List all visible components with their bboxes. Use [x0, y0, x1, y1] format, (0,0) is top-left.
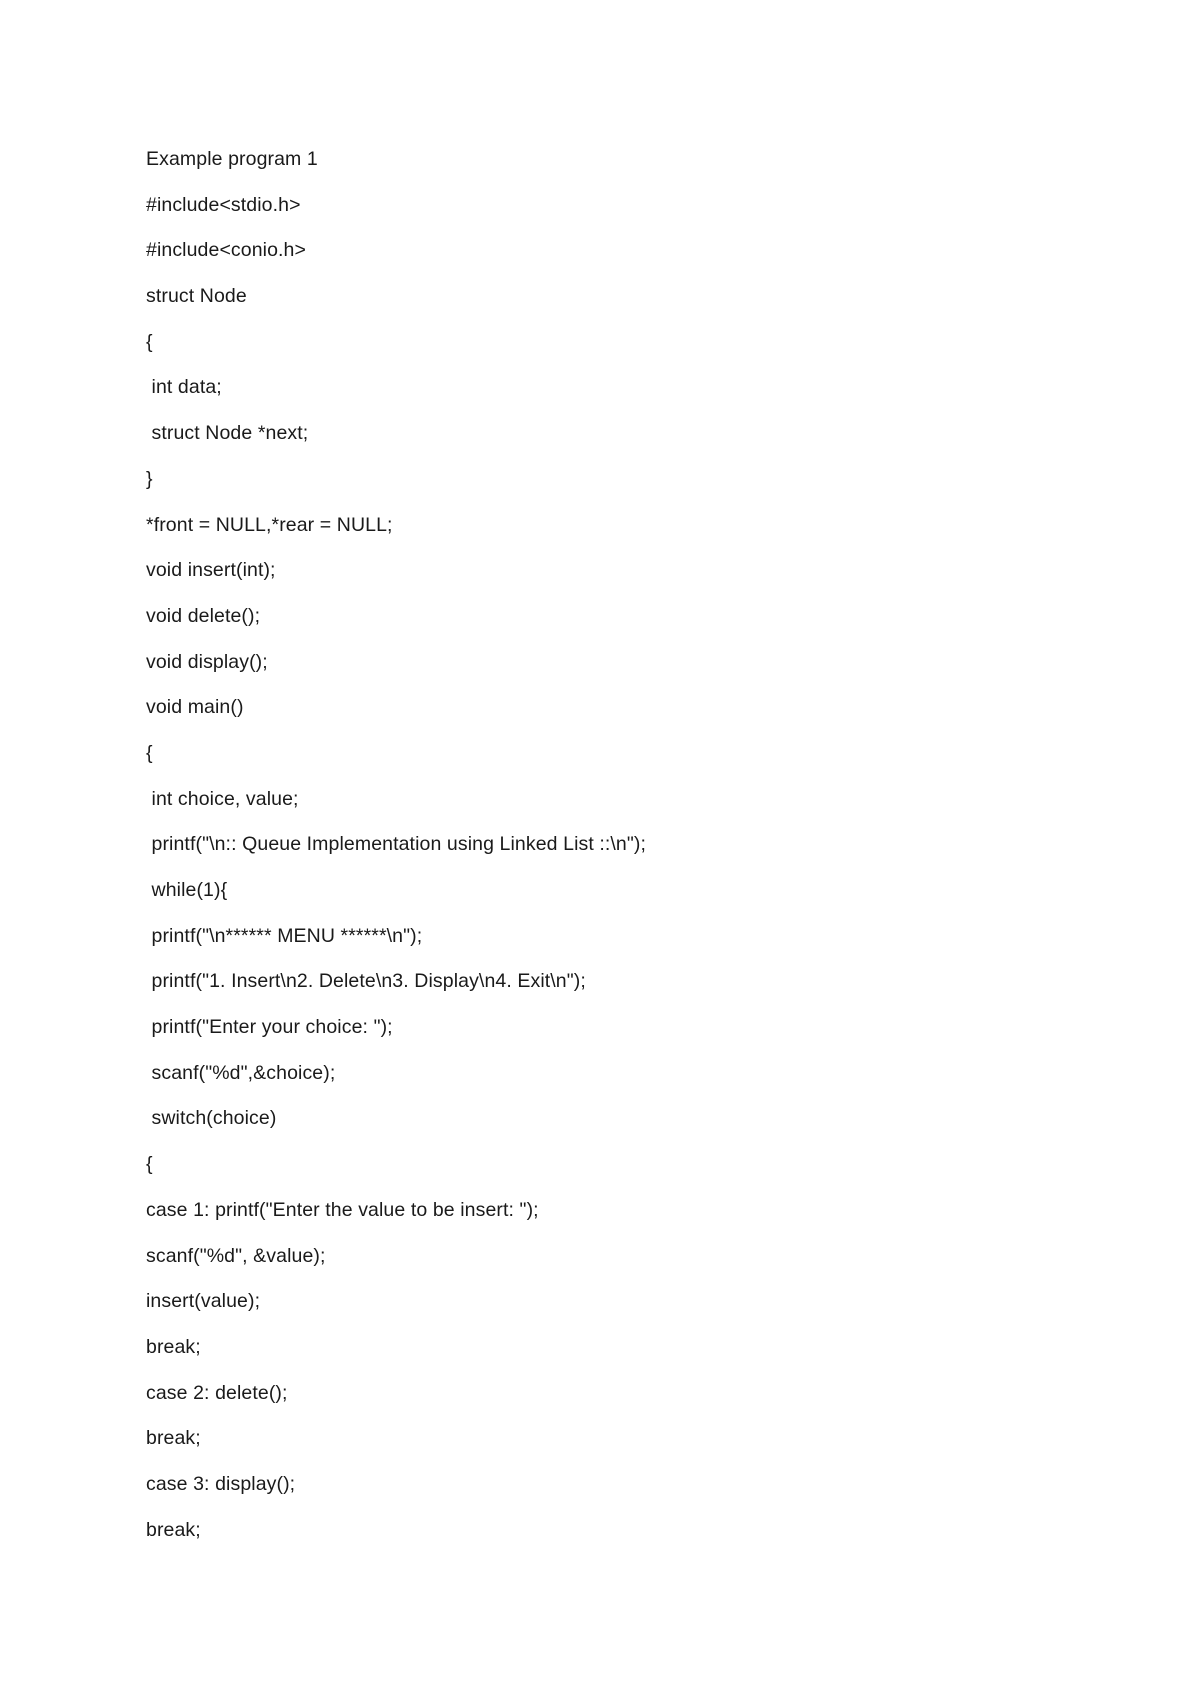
code-line: break; [146, 1518, 201, 1541]
code-line: void delete(); [146, 604, 261, 627]
code-line: struct Node *next; [146, 422, 309, 445]
code-line: printf("\n:: Queue Implementation using Linked List ::\n"); [146, 833, 647, 856]
code-line: case 1: printf("Enter the value to be insert: "); [146, 1198, 539, 1221]
code-line: *front = NULL,*rear = NULL; [146, 513, 393, 536]
code-line: switch(choice) [146, 1107, 277, 1130]
code-line: case 3: display(); [146, 1472, 296, 1495]
code-line: #include<conio.h> [146, 239, 306, 262]
code-line: case 2: delete(); [146, 1381, 288, 1404]
code-line: { [146, 741, 153, 764]
code-line: void insert(int); [146, 559, 276, 582]
code-line: } [146, 467, 153, 490]
document-body [146, 144, 646, 1560]
code-line: break; [146, 1335, 201, 1358]
code-line: while(1){ [146, 879, 228, 901]
document-title: Example program 1 [146, 148, 318, 170]
code-line: insert(value); [146, 1290, 261, 1313]
code-line: printf("Enter your choice: "); [146, 1016, 393, 1039]
code-line: struct Node [146, 285, 247, 308]
code-line: void main() [146, 696, 244, 719]
code-line: printf("1. Insert\n2. Delete\n3. Display\n4. Exit\n"); [146, 970, 586, 993]
code-line: scanf("%d", &value); [146, 1244, 326, 1267]
code-line: break; [146, 1427, 201, 1450]
code-line: { [146, 1153, 153, 1176]
code-line: scanf("%d",&choice); [146, 1061, 336, 1084]
code-line: void display(); [146, 650, 268, 673]
code-line: { [146, 330, 153, 353]
code-line: int choice, value; [146, 787, 299, 810]
code-line: #include<stdio.h> [146, 193, 301, 216]
code-line: printf("\n****** MENU ******\n"); [146, 924, 423, 947]
code-line: int data; [146, 376, 222, 399]
